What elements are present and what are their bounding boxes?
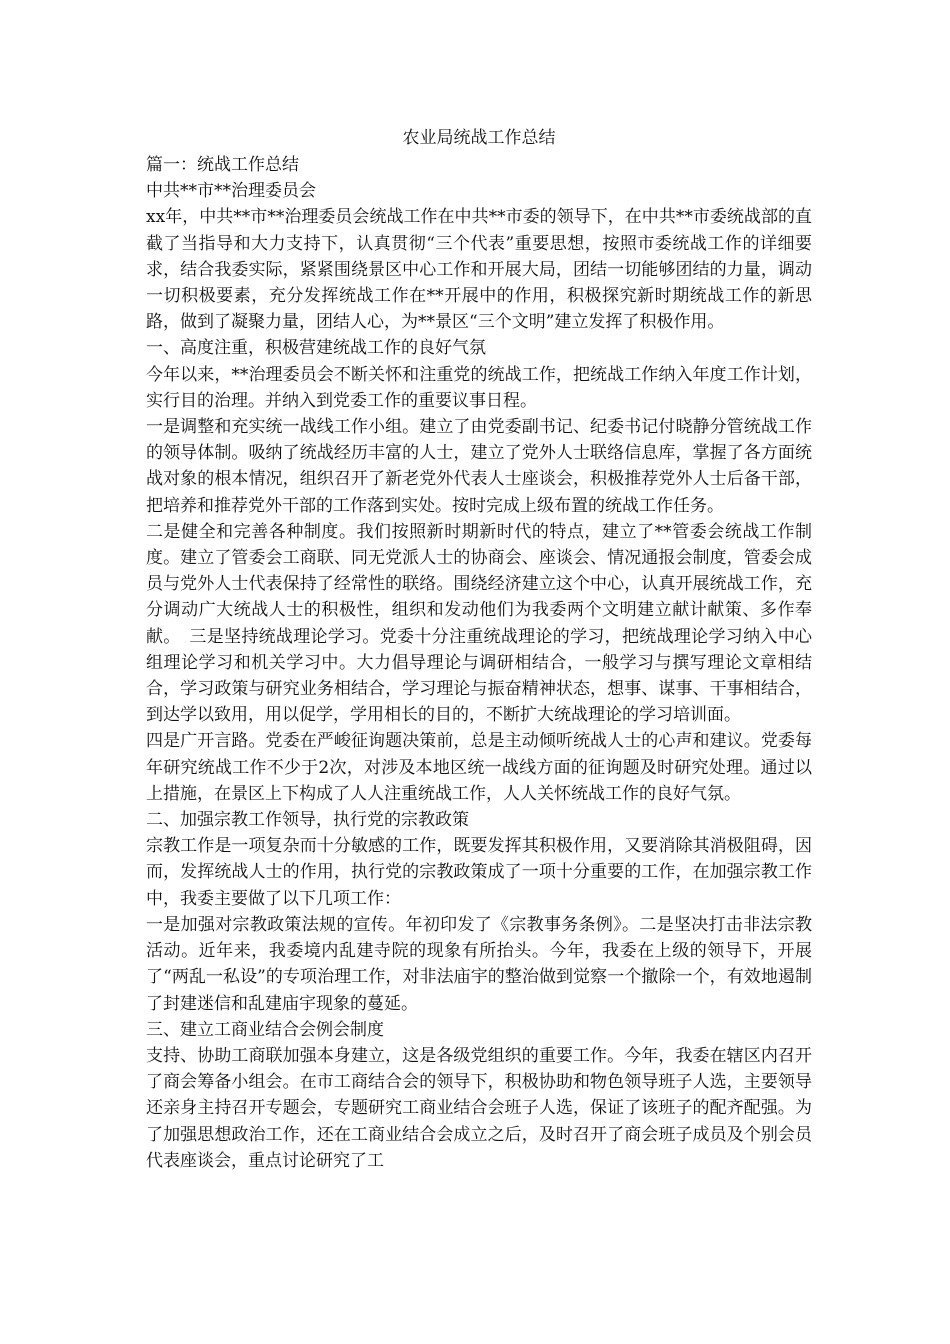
paragraph-heading-part-one: 篇一：统战工作总结 [146, 155, 299, 175]
section-heading-2: 二、加强宗教工作领导，执行党的宗教政策 [146, 810, 469, 831]
paragraph-body: 宗教工作是一项复杂而十分敏感的工作，既要发挥其积极作用，又要消除其消极阻碍，因而，发挥统战人士的作用，执行党的宗教政策成了一项十分重要的工作，在加强宗教工作中，我委主要做了以下几项工作： [146, 836, 812, 909]
document-title: 农业局统战工作总结 [402, 128, 556, 148]
paragraph-body: 二是健全和完善各种制度。我们按照新时期新时代的特点，建立了**管委会统战工作制度。建立了管委会工商联、同无党派人士的协商会、座谈会、情况通报会制度，管委会成员与党外人士代表保持了经常性的联络。围绕经济建立这个中心，认真开展统战工作，充分调动广大统战人士的积极性，组织和发动他们为我委两个文明建立献计献策、多作奉献。 三是坚持统战理论学习。党委十分注重统战理论的学习，把统战理论学习纳入中心组理论学习和机关学习中。大力倡导理论与调研相结合，一般学习与撰写理论文章相结合，学习政策与研究业务相结合，学习理论与振奋精神状态，想事、谋事、干事相结合，到达学以致用，用以促学，学用相长的目的，不断扩大统战理论的学习培训面。 [146, 521, 812, 726]
paragraph-body: 支持、协助工商联加强本身建立，这是各级党组织的重要工作。今年，我委在辖区内召开了商会筹备小组会。在市工商结合会的领导下，积极协助和物色领导班子人选，主要领导还亲身主持召开专题会，专题研究工商业结合会班子人选，保证了该班子的配齐配强。为了加强思想政治工作，还在工商业结合会成立之后，及时召开了商会班子成员及个别会员代表座谈会，重点讨论研究了工 [146, 1045, 812, 1171]
paragraph-body: 一是加强对宗教政策法规的宣传。年初印发了《宗教事务条例》。二是坚决打击非法宗教活动。近年来，我委境内乱建寺院的现象有所抬头。今年，我委在上级的领导下，开展了“两乱一私设”的专项治理工作，对非法庙宇的整治做到觉察一个撤除一个，有效地遏制了封建迷信和乱建庙宇现象的蔓延。 [146, 914, 812, 1014]
paragraph-intro: xx年，中共**市**治理委员会统战工作在中共**市委的领导下，在中共**市委统战部的直截了当指导和大力支持下，认真贯彻“三个代表”重要思想，按照市委统战工作的详细要求，结合我委实际，紧紧围绕景区中心工作和开展大局，团结一切能够团结的力量，调动一切积极要素，充分发挥统战工作在**开展中的作用，积极探究新时期统战工作的新思路，做到了凝聚力量，团结人心，为**景区“三个文明”建立发挥了积极作用。 [146, 207, 812, 333]
paragraph-body: 四是广开言路。党委在严峻征询题决策前，总是主动倾听统战人士的心声和建议。党委每年研究统战工作不少于2次，对涉及本地区统一战线方面的征询题及时研究处理。通过以上措施，在景区上下构成了人人注重统战工作，人人关怀统战工作的良好气氛。 [146, 731, 812, 804]
paragraph-body: 今年以来，**治理委员会不断关怀和注重党的统战工作，把统战工作纳入年度工作计划，实行目的治理。并纳入到党委工作的重要议事日程。 [146, 364, 812, 411]
section-heading-1: 一、高度注重，积极营建统战工作的良好气氛 [146, 338, 486, 359]
paragraph-organization: 中共**市**治理委员会 [146, 181, 316, 202]
section-heading-3: 三、建立工商业结合会例会制度 [146, 1019, 384, 1040]
paragraph-body: 一是调整和充实统一战线工作小组。建立了由党委副书记、纪委书记付晓静分管统战工作的领导体制。吸纳了统战经历丰富的人士，建立了党外人士联络信息库，掌握了各方面统战对象的根本情况，组织召开了新老党外代表人士座谈会，积极推荐党外人士后备干部，把培养和推荐党外干部的工作落到实处。按时完成上级布置的统战工作任务。 [146, 417, 812, 516]
document-page [146, 124, 812, 1174]
